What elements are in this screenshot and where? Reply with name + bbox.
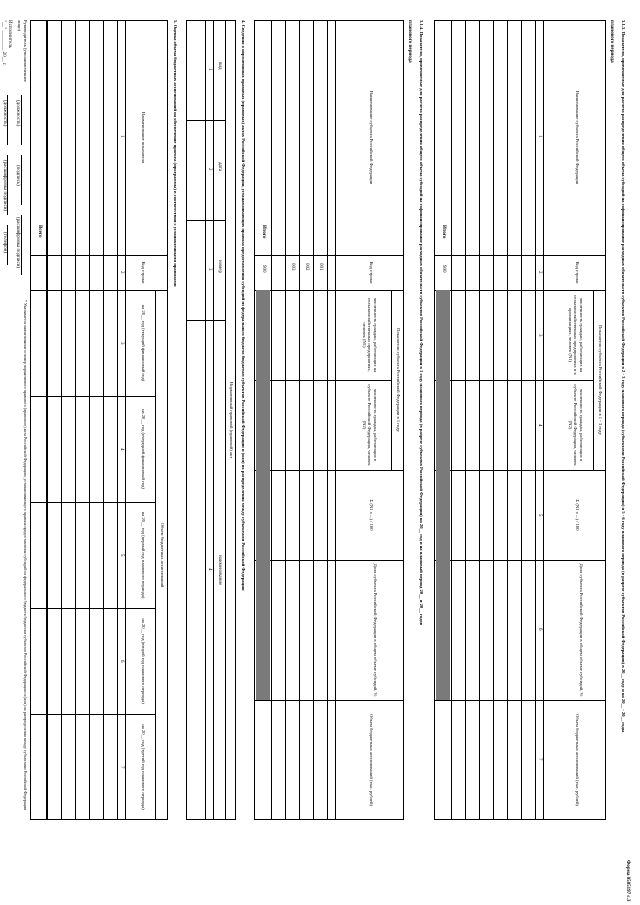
t1-colnum-4: 4 bbox=[537, 424, 542, 427]
t5-colnum-1: 1 bbox=[119, 135, 124, 138]
t5-colnum-3: 3 bbox=[119, 342, 124, 345]
section-title-1: 3.1.3. Показатели, применяемые для расчета распределения общего объема субсидий на софинансирование расходных обязательств субъектов Российской Федерации в 2 - 3 году планового периода (субъектами Российской Федерации) и 5 - 6 году планового периода (в разрезе субъектов Российской Федерации) в 20__ году и на 20__ - 20__ годы bbox=[621, 20, 626, 733]
head-decode: (расшифровка подписи) bbox=[15, 217, 20, 269]
head-signature: (подпись) bbox=[15, 165, 20, 186]
exec-position: (должность) bbox=[2, 100, 7, 127]
section-title-2: 3.1.4. Показатели, применяемые для расчета распределения общего объема субсидий на софинансирование расходных обязательств субъектов Российской Федерации в 1 году планового периода (в разрезе субъектов Российской Федерации) на 20__ год и на плановый период 20__ и 20__ годов bbox=[419, 20, 424, 626]
t2-row-code-1: 001 bbox=[318, 263, 323, 271]
t1-colnum-7: 7 bbox=[537, 758, 542, 761]
t1-header-share: Доля субъекта Российской Федерации в общем объеме субсидий, % bbox=[579, 563, 584, 697]
t5-header-year5: на 20__ год (третий год планового периода) bbox=[141, 724, 146, 810]
t5-header-code: Код строки bbox=[141, 261, 146, 284]
t5-colnum-6: 6 bbox=[119, 660, 124, 663]
exec-phone: (телефон) bbox=[2, 232, 7, 253]
t4-header-type: вид bbox=[217, 62, 222, 70]
t1-header-group: Показатели субъекта Российской Федерации в 1 - 3 году bbox=[598, 325, 603, 435]
t1-header-volume: Объем бюджетных ассигнований (тыс. рублей) bbox=[575, 714, 580, 806]
t5-colnum-5: 5 bbox=[119, 554, 124, 557]
footnote: * Указывается наименование и номер нормативного правового (правового) акта Российской Федерации, устанавливающего правила предоставления субсидий из федерального бюджета бюджетам субъектов Российской Федерации и (или) их распределения между субъектами Российской Федерации bbox=[23, 300, 28, 811]
t5-colnum-2: 2 bbox=[119, 271, 124, 274]
t1-total-code: 900 bbox=[441, 265, 446, 273]
t1-colnum-5: 5 bbox=[537, 514, 542, 517]
t4-colnum-4: 4 bbox=[207, 568, 212, 571]
t1-total-label: Итого bbox=[441, 225, 446, 239]
t2-header-group: Показатели субъекта Российской Федерации в 1 году bbox=[396, 328, 401, 432]
t4-colnum-3: 3 bbox=[207, 268, 212, 271]
t2-row-code-3: 003 bbox=[290, 263, 295, 271]
section-title-1-continued: планового периода bbox=[609, 20, 614, 63]
t4-header-date: дата bbox=[217, 162, 222, 172]
t2-total-label: Итого bbox=[261, 225, 266, 239]
t4-header-name: наименование bbox=[217, 555, 222, 586]
t5-total-label: Всего bbox=[37, 225, 42, 238]
t5-header-year3: на 20__ год (первый год планового периода) bbox=[141, 511, 146, 599]
t4-colnum-2: 2 bbox=[207, 168, 212, 171]
exec-decode: (расшифровка подписи) bbox=[2, 160, 7, 212]
t2-header-code: Код строки bbox=[369, 261, 374, 284]
t1-colnum-6: 6 bbox=[537, 628, 542, 631]
head-position: (должность) bbox=[15, 100, 20, 127]
t1-header-formula: Σ (N1 x ...) / 100 bbox=[575, 499, 580, 531]
executor-label: Исполнитель bbox=[7, 20, 12, 48]
t2-header-share: Доля субъекта Российской Федерации в общем объеме субсидий, % bbox=[373, 563, 378, 697]
t4-header-group: Нормативный правовой (правовой) акт bbox=[229, 381, 234, 459]
t2-row-code-2: 002 bbox=[304, 263, 309, 271]
t1-colnum-1: 1 bbox=[537, 135, 542, 138]
t5-header-group: Объем бюджетных ассигнований bbox=[160, 522, 165, 588]
t2-header-col2: численность граждан, работающих в субъекте Российской Федерации, человек (N2) bbox=[361, 384, 378, 466]
form-code: Форма 0505197 с.3 bbox=[625, 860, 630, 902]
t5-colnum-7: 7 bbox=[119, 766, 124, 769]
t2-header-volume: Объем бюджетных ассигнований (тыс. рублей) bbox=[369, 714, 374, 806]
t2-header-name: Наименование субъекта Российской Федерации bbox=[369, 90, 374, 185]
t1-header-name: Наименование субъекта Российской Федерации bbox=[575, 90, 580, 185]
t5-header-year4: на 20__ год (второй год планового периода) bbox=[141, 618, 146, 704]
t5-header-name: Наименование показателя bbox=[141, 112, 146, 163]
t2-header-col1: численность граждан, работающих на сельскохозяйственных предприятиях, человек (N1) bbox=[361, 297, 378, 373]
t1-colnum-2: 2 bbox=[537, 271, 542, 274]
t4-colnum-1: 1 bbox=[207, 68, 212, 71]
t2-total-code: 900 bbox=[261, 265, 266, 273]
t1-header-code: Код строки bbox=[575, 261, 580, 284]
t5-colnum-4: 4 bbox=[119, 448, 124, 451]
t2-header-formula: Σ (N1 x ...) / 100 bbox=[369, 499, 374, 531]
section-title-5: 5. Оценка объема бюджетных ассигнований на обеспечение проекта (программы) в соответствии с установленными правилами bbox=[173, 20, 178, 287]
section-title-2-continued: планового периода bbox=[407, 20, 412, 63]
t5-header-year2: на 20__ год (очередной финансовый год) bbox=[141, 409, 146, 489]
t4-header-number: номер bbox=[217, 260, 222, 273]
head-label: Руководитель (уполномоченное лицо) bbox=[17, 20, 28, 83]
t1-header-col1: численность граждан, работающих на сельскохозяйственных предприятиях и в организациях, человек (N1) bbox=[567, 295, 584, 375]
section-title-4: 4. Сведения о нормативных правовых (правовых) актах Российской Федерации, устанавливающих правила предоставления субсидий из федерального бюджета бюджетам субъектов Российской Федерации и (или) их распределения между субъектами Российской Федерации bbox=[241, 20, 246, 591]
signature-date: "__" ________ 20__ г. bbox=[1, 20, 6, 66]
t5-header-year1: на 20__ год (текущий финансовый год) bbox=[141, 304, 146, 382]
t1-header-col2: численность граждан, работающих в субъекте Российской Федерации, человек (N2) bbox=[567, 384, 584, 466]
t1-colnum-3: 3 bbox=[537, 334, 542, 337]
